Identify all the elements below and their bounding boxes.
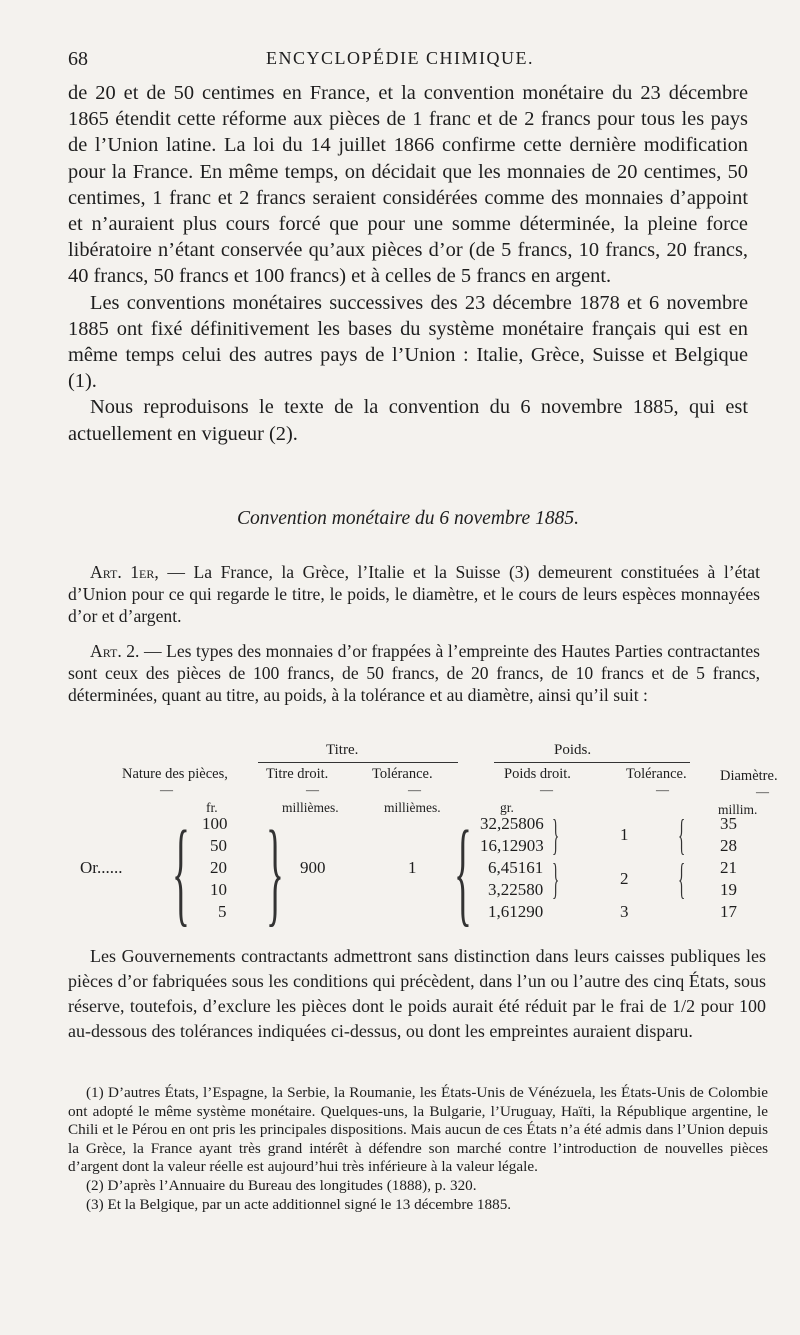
dash-diametre: — xyxy=(756,784,769,799)
tolerance-poids-value: 2 xyxy=(620,869,629,888)
piece-value: 100 xyxy=(202,814,228,833)
header-poids-droit: Poids droit. xyxy=(504,766,571,782)
diametre-value: 21 xyxy=(720,858,737,877)
poids-droit-value: 32,25806 xyxy=(480,814,544,833)
diametre-value: 19 xyxy=(720,880,737,899)
body-text xyxy=(68,80,748,447)
gold-coins-table xyxy=(68,742,788,938)
tolerance-poids-value: 3 xyxy=(620,902,629,921)
unit-poids-droit: gr. xyxy=(500,800,514,815)
articles xyxy=(68,562,760,721)
piece-value: 5 xyxy=(218,902,227,921)
page-number: 68 xyxy=(68,48,88,70)
dash-poids-droit: — xyxy=(540,782,553,797)
unit-tolerance-titre: millièmes. xyxy=(384,800,441,815)
header-tolerance-titre: Tolérance. xyxy=(372,766,433,782)
page-header xyxy=(68,44,732,72)
piece-value: 50 xyxy=(210,836,227,855)
piece-value: 10 xyxy=(210,880,227,899)
closing-paragraph: Les Gouvernements contractants admettront sans distinction dans leurs caisses publiques les pièces d’or fabriquées sous les conditions qui précèdent, dans l’un ou l’autre des cinq États, sous réserve, toutefois, d’exclure les pièces dont le poids aurait été réduit par le frai de 1/2 pour 100 au-dessous des tolérances indiquées ci-dessus, ou dont les empreintes auraient disparu. xyxy=(68,946,766,1041)
section-title: Convention monétaire du 6 novembre 1885. xyxy=(237,508,579,529)
unit-titre-droit: millièmes. xyxy=(282,800,339,815)
group-header-titre: Titre. xyxy=(326,742,359,758)
footnote-1: (1) D’autres États, l’Espagne, la Serbie, la Roumanie, les États-Unis de Vénézuela, les États-Unis de Colombie ont adopté le même système monétaire. Quelques-uns, la Bulgarie, l’Uruguay, Haïti, la République argentine, le Chili et le Pérou en ont pris les principales dispositions. Mais aucun de ces États n’a été admis dans l’Union depuis la Grèce, la France ayant très grand intérêt à défendre son marché contre l’introduction de nouvelles pièces d’argent dont la valeur réelle est aujourd’hui très inférieure à la valeur légale. xyxy=(68,1084,768,1176)
unit-nature: fr. xyxy=(206,800,218,815)
paragraph-2: Les conventions monétaires successives des 23 décembre 1878 et 6 novembre 1885 ont fixé définitivement les bases du système monétaire français qui est en même temps celui des autres pays de l’Union : Italie, Grèce, Suisse et Belgique (1). xyxy=(68,291,748,393)
header-nature: Nature des pièces, xyxy=(122,766,228,782)
brace-poids-group-2: } xyxy=(552,855,560,903)
poids-droit-value: 3,22580 xyxy=(488,880,544,899)
article-1-label: Art. 1er, xyxy=(90,562,159,582)
poids-droit-value: 16,12903 xyxy=(480,836,544,855)
brace-diametre-group-2: { xyxy=(678,855,686,903)
header-tolerance-poids: Tolérance. xyxy=(626,766,687,782)
paragraph-1: de 20 et de 50 centimes en France, et la convention monétaire du 23 décembre 1865 étendit cette réforme aux pièces de 1 franc et de 2 francs pour tous les pays de l’Union latine. La loi du 14 juillet 1866 confirme cette dernière modification pour la France. En même temps, on décidait que les monnaies de 20 centimes, 50 centimes, 1 franc et 2 francs seraient considérées comme des monnaies d’appoint et n’auraient plus cours forcé que pour une somme déterminée, la pleine force libératoire n’étant conservée qu’aux pièces d’or (de 5 francs, 10 francs, 20 francs, 40 francs, 50 francs et 100 francs) et à celles de 5 francs en argent. xyxy=(68,82,748,288)
footnote-2: (2) D’après l’Annuaire du Bureau des longitudes (1888), p. 320. xyxy=(86,1176,477,1194)
article-2 xyxy=(68,641,760,706)
left-brace-pieces: { xyxy=(172,808,190,938)
header-titre-droit: Titre droit. xyxy=(266,766,329,782)
poids-droit-value: 6,45161 xyxy=(488,858,544,877)
article-2-label: Art. 2. xyxy=(90,641,140,662)
footnote-3: (3) Et la Belgique, par un acte additionnel signé le 13 décembre 1885. xyxy=(86,1195,512,1213)
article-1 xyxy=(68,562,760,627)
tolerance-poids-value: 1 xyxy=(620,825,629,844)
metal-label: Or...... xyxy=(80,858,123,877)
closing-text xyxy=(68,944,766,1044)
brace-diametre-group-1: { xyxy=(678,811,686,859)
article-1-text: — La France, la Grèce, l’Italie et la Suisse (3) demeurent constituées à l’état d’Union pour ce qui regarde le titre, le poids, le diamètre, et le cours de leurs espèces monnayées d’or et d’argent. xyxy=(68,562,760,626)
running-title: ENCYCLOPÉDIE CHIMIQUE. xyxy=(266,48,534,68)
titre-droit-value: 900 xyxy=(300,858,326,877)
paragraph-3: Nous reproduisons le texte de la convention du 6 novembre 1885, qui est actuellement en vigueur (2). xyxy=(68,396,748,445)
unit-diametre: millim. xyxy=(718,802,758,817)
tolerance-titre-value: 1 xyxy=(408,858,417,877)
dash-tolerance-poids: — xyxy=(656,782,669,797)
header-diametre: Diamètre. xyxy=(720,768,778,784)
group-header-poids: Poids. xyxy=(554,742,592,758)
poids-droit-value: 1,61290 xyxy=(488,902,544,921)
diametre-value: 28 xyxy=(720,836,737,855)
article-2-text: — Les types des monnaies d’or frappées à l’empreinte des Hautes Parties contractantes sont ceux des pièces de 100 francs, de 50 francs, de 20 francs, de 10 francs et de 5 francs, déterminées, quant au titre, au poids, à la tolérance et au diamètre, ainsi qu’il suit : xyxy=(68,641,761,705)
dash-tolerance-titre: — xyxy=(408,782,421,797)
titre-group-rule xyxy=(258,762,458,763)
footnotes xyxy=(68,1084,768,1214)
diametre-value: 35 xyxy=(720,814,737,833)
brace-poids-group-1: } xyxy=(552,811,560,859)
dash-nature: — xyxy=(160,782,173,797)
diametre-value: 17 xyxy=(720,902,737,921)
piece-value: 20 xyxy=(210,858,227,877)
left-brace-poids: { xyxy=(454,808,472,938)
poids-group-rule xyxy=(494,762,690,763)
right-brace-pieces: } xyxy=(266,808,284,938)
dash-titre-droit: — xyxy=(306,782,319,797)
